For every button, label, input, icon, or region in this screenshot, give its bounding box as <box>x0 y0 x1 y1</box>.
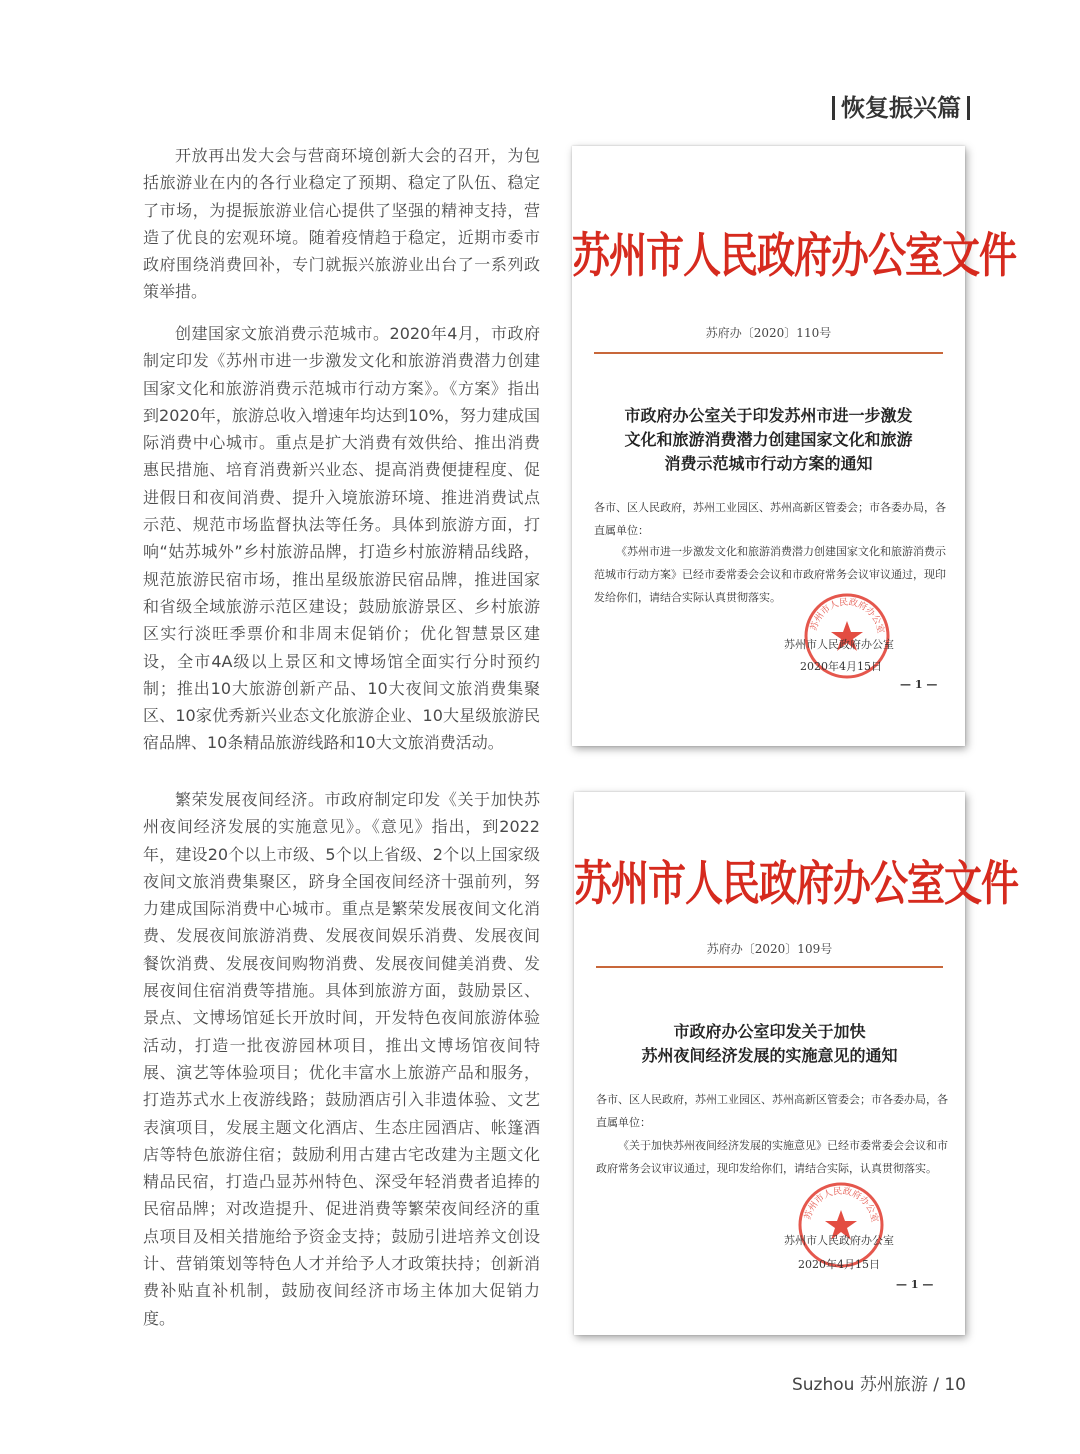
doc-date: 2020年4月15日 <box>800 660 882 673</box>
seal-text: 苏州市人民政府办公室 <box>803 1186 880 1224</box>
doc-header: 苏州市人民政府办公室文件 <box>574 855 1019 912</box>
section-tag <box>826 88 966 123</box>
doc-body: 《关于加快苏州夜间经济发展的实施意见》已经市委常委会会议和市政府常务会议审议通过，现印发给你们，请结合实际，认真贯彻落实。 <box>596 1139 948 1175</box>
doc-sender: 苏州市人民政府办公室 <box>784 1234 894 1247</box>
doc-title <box>594 1020 945 1068</box>
doc-rule <box>594 352 943 354</box>
doc-date: 2020年4月15日 <box>798 1258 880 1271</box>
doc-title-line-1: 市政府办公室印发关于加快 <box>673 1022 866 1041</box>
doc-title-line-2: 苏州夜间经济发展的实施意见的通知 <box>641 1046 898 1065</box>
article-paragraph-2: 创建国家文旅消费示范城市。2020年4月，市政府制定印发《苏州市进一步激发文化和旅游消费潜力创建国家文化和旅游消费示范城市行动方案》。《方案》指出到2020年，旅游总收入增速年均达到10%，努力建成国际消费中心城市。重点是扩大消费有效供给、推出消费惠民措施、培育消费新兴业态、提高消费便捷程度、促进假日和夜间消费、提升入境旅游环境、推进消费试点示范、规范市场监督执法等任务。具体到旅游方面，打响“姑苏城外”乡村旅游品牌，打造乡村旅游精品线路，规范旅游民宿市场，推出星级旅游民宿品牌，推进国家和省级全域旅游示范区建设；鼓励旅游景区、乡村旅游区实行淡旺季票价和非周末促销价；优化智慧景区建设，全市4A级以上景区和文博场馆全面实行分时预约制；推出10大旅游创新产品、10大夜间文旅消费集聚区、10家优秀新兴业态文化旅游企业、10大星级旅游民宿品牌、10条精品旅游线路和10大文旅消费活动。 <box>143 324 540 753</box>
article-paragraph-3: 繁荣发展夜间经济。市政府制定印发《关于加快苏州夜间经济发展的实施意见》。《意见》指出，到2022年，建设20个以上市级、5个以上省级、2个以上国家级夜间文旅消费集聚区，跻身全国夜间经济十强前列，努力建成国际消费中心城市。重点是繁荣发展夜间文化消费、发展夜间旅游消费、发展夜间娱乐消费、发展夜间餐饮消费、发展夜间购物消费、发展夜间健美消费、发展夜间住宿消费等措施。具体到旅游方面，鼓励景区、景点、文博场馆延长开放时间，开发特色夜间旅游体验活动，打造一批夜游园林项目，推出文博场馆夜间特展、演艺等体验项目；优化丰富水上旅游产品和服务，打造苏式水上夜游线路；鼓励酒店引入非遗体验、文艺表演项目，发展主题文化酒店、生态庄园酒店、帐篷酒店等特色旅游住宿；鼓励利用古建古宅改建为主题文化精品民宿，打造凸显苏州特色、深受年轻消费者追捧的民宿品牌；对改造提升、促进消费等繁荣夜间经济的重点项目及相关措施给予资金支持；鼓励引进培养文创设计、营销策划等特色人才并给予人才政策扶持；创新消费补贴直补机制，鼓励夜间经济市场主体加大促销力度。 <box>143 790 540 1328</box>
doc-body: 《苏州市进一步激发文化和旅游消费潜力创建国家文化和旅游消费示范城市行动方案》已经市委常委会会议和市政府常务会议审议通过，现印发给你们，请结合实际认真贯彻落实。 <box>594 545 946 604</box>
section-bar-left <box>832 96 835 120</box>
doc-rule <box>596 966 943 968</box>
seal-text: 苏州市人民政府办公室 <box>809 597 886 635</box>
page-footer: Suzhou 苏州旅游 / 10 <box>791 1375 966 1395</box>
document-image-110 <box>572 146 1017 746</box>
section-bar-right <box>967 96 970 120</box>
doc-addressee: 各市、区人民政府，苏州工业园区、苏州高新区管委会；市各委办局，各直属单位： <box>594 501 946 537</box>
document-image-109 <box>574 792 1019 1335</box>
doc-title <box>592 404 945 476</box>
doc-sender: 苏州市人民政府办公室 <box>784 638 894 651</box>
doc-title-line-3: 消费示范城市行动方案的通知 <box>664 454 873 473</box>
article-paragraph-1: 开放再出发大会与营商环境创新大会的召开，为包括旅游业在内的各行业稳定了预期、稳定了队伍、稳定了市场，为提振旅游业信心提供了坚强的精神支持，营造了优良的宏观环境。随着疫情趋于稳定，近期市委市政府围绕消费回补，专门就振兴旅游业出台了一系列政策举措。 <box>143 146 540 302</box>
doc-addressee: 各市、区人民政府，苏州工业园区、苏州高新区管委会；市各委办局，各直属单位： <box>596 1093 948 1129</box>
doc-number: 苏府办〔2020〕109号 <box>706 942 833 956</box>
doc-page-number: — 1 — <box>896 1278 934 1291</box>
doc-header: 苏州市人民政府办公室文件 <box>572 227 1017 284</box>
section-label: 恢复振兴篇 <box>841 94 961 122</box>
doc-title-line-1: 市政府办公室关于印发苏州市进一步激发 <box>624 406 913 425</box>
doc-page-number: — 1 — <box>900 678 938 691</box>
doc-title-line-2: 文化和旅游消费潜力创建国家文化和旅游 <box>624 430 913 449</box>
doc-number: 苏府办〔2020〕110号 <box>705 326 832 340</box>
